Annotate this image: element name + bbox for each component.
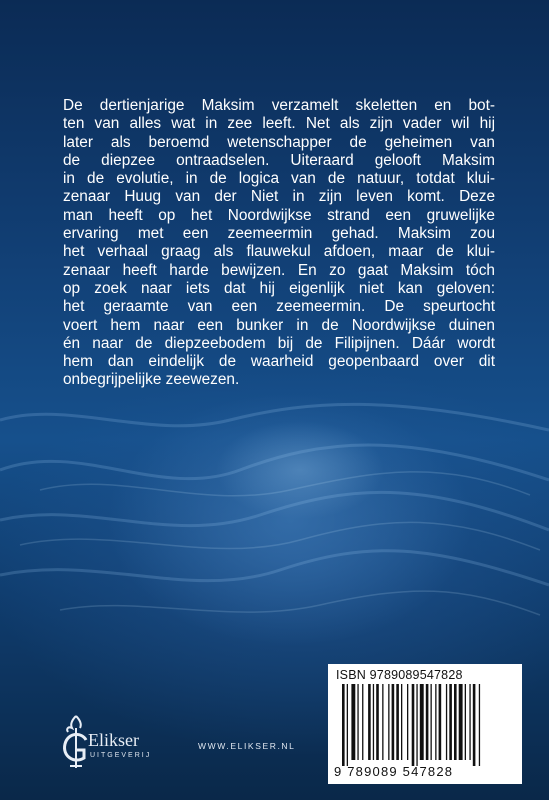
blurb-line: hem dan eindelijk de waarheid geopenbaard over dit bbox=[63, 353, 495, 371]
blurb-line: op zoek naar iets dat hij eigenlijk niet kan geloven: bbox=[63, 279, 495, 297]
blurb-line: man heeft op het Noordwijkse strand een gruwelijke bbox=[63, 206, 495, 224]
publisher-name: Elikser bbox=[88, 730, 139, 750]
back-cover-blurb bbox=[63, 97, 495, 390]
blurb-line: het verhaal graag als flauwekul afdoen, maar de klui- bbox=[63, 243, 495, 261]
blurb-line: de diepzee ontraadselen. Uiteraard gelooft Maksim bbox=[63, 151, 495, 169]
blurb-line: zenaar Huug van der Niet in zijn leven komt. Deze bbox=[63, 188, 495, 206]
blurb-line: voert hem naar een bunker in de Noordwijkse duinen bbox=[63, 316, 495, 334]
barcode-number: 9 789089 547828 bbox=[334, 764, 454, 779]
blurb-line: in de evolutie, in de logica van de natuur, totdat klui- bbox=[63, 170, 495, 188]
blurb-line: onbegrijpelijke zeewezen. bbox=[63, 371, 240, 389]
blurb-line: De dertienjarige Maksim verzamelt skeletten en bot- bbox=[63, 97, 495, 114]
isbn-label: ISBN 9789089547828 bbox=[336, 668, 463, 682]
blurb-line: het geraamte van een zeemeermin. De speurtocht bbox=[63, 298, 495, 316]
barcode-icon bbox=[340, 684, 514, 766]
isbn-barcode-box bbox=[328, 664, 522, 784]
blurb-line: én naar de diepzeebodem bij de Filipijnen. Dáár wordt bbox=[63, 334, 495, 352]
blurb-line: ervaring met een zeemeermin gehad. Maksim zou bbox=[63, 225, 495, 243]
blurb-line: later als beroemd wetenschapper de geheimen van bbox=[63, 133, 495, 151]
publisher-website: WWW.ELIKSER.NL bbox=[198, 741, 296, 751]
publisher-subtitle: UITGEVERIJ bbox=[90, 752, 152, 759]
blurb-line: zenaar heeft harde bewijzen. En zo gaat Maksim tóch bbox=[63, 261, 495, 279]
blurb-line: ten van alles wat in zee leeft. Net als zijn vader wil hij bbox=[63, 115, 495, 133]
